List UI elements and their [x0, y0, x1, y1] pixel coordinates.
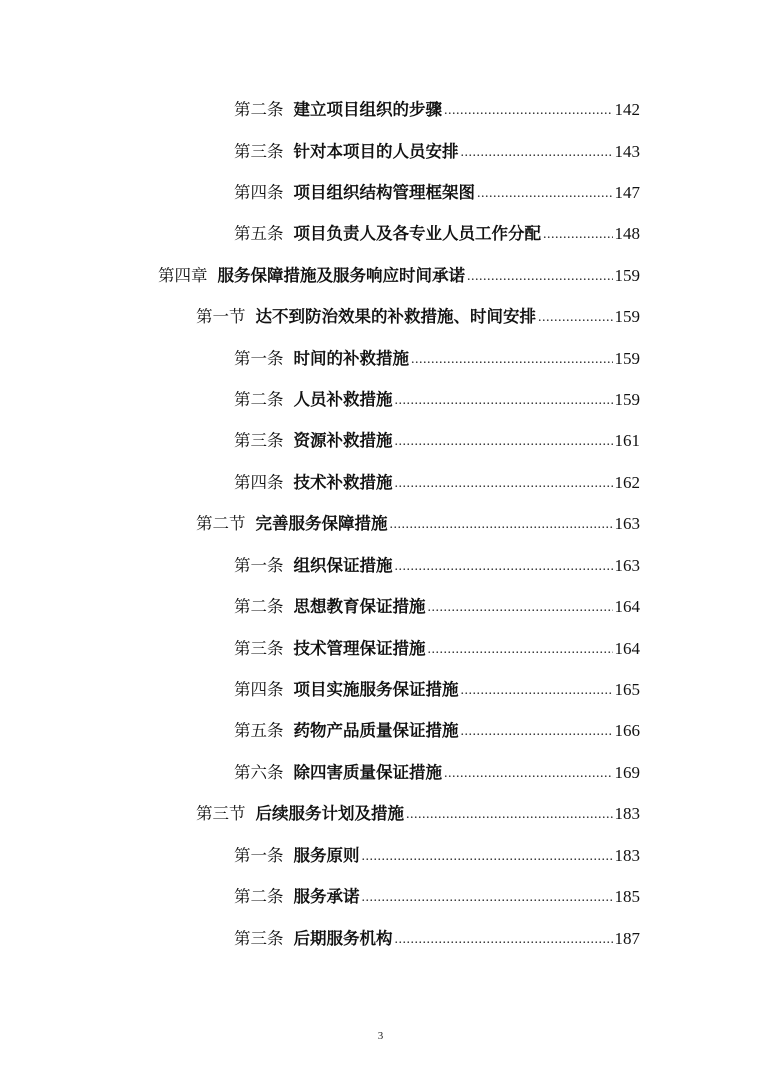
toc-entry-number: 第四条: [234, 183, 284, 202]
toc-entry-page: 185: [614, 887, 640, 906]
toc-entry-number: 第三条: [234, 431, 284, 450]
toc-dot-leader: [444, 98, 613, 124]
toc-entry-page: 183: [614, 846, 640, 865]
toc-entry-title: 建立项目组织的步骤: [293, 100, 442, 119]
toc-entry-number: 第一条: [234, 846, 284, 865]
toc-entry-page: 159: [614, 307, 640, 326]
toc-entry-number: 第二节: [196, 514, 246, 533]
toc-entry-page: 148: [614, 224, 640, 243]
toc-dot-leader: [538, 305, 613, 331]
toc-entry[interactable]: [234, 677, 640, 703]
toc-entry-page: 163: [614, 556, 640, 575]
toc-entry-number: 第二条: [234, 887, 284, 906]
toc-entry[interactable]: [234, 636, 640, 662]
toc-entry-page: 143: [614, 142, 640, 161]
toc-entry-number: 第三条: [234, 639, 284, 658]
toc-entry-page: 147: [614, 183, 640, 202]
toc-dot-leader: [461, 140, 613, 166]
toc-entry-page: 163: [614, 514, 640, 533]
toc-entry-title: 项目实施服务保证措施: [293, 680, 459, 699]
toc-dot-leader: [406, 802, 613, 828]
toc-dot-leader: [467, 264, 613, 290]
toc-dot-leader: [390, 512, 613, 538]
toc-entry-title: 项目负责人及各专业人员工作分配: [293, 224, 541, 243]
toc-entry-title: 资源补救措施: [293, 431, 393, 450]
toc-entry-number: 第一节: [196, 307, 246, 326]
toc-entry[interactable]: [196, 511, 640, 537]
toc-entry[interactable]: [234, 718, 640, 744]
toc-entry[interactable]: [196, 304, 640, 330]
toc-entry-page: 164: [614, 639, 640, 658]
toc-entry[interactable]: [234, 760, 640, 786]
toc-dot-leader: [362, 844, 613, 870]
toc-entry-number: 第五条: [234, 721, 284, 740]
toc-entry-title: 项目组织结构管理框架图: [293, 183, 475, 202]
toc-entry[interactable]: [234, 346, 640, 372]
toc-entry-page: 162: [614, 473, 640, 492]
toc-entry[interactable]: [234, 387, 640, 413]
toc-entry[interactable]: [234, 428, 640, 454]
toc-entry[interactable]: [234, 926, 640, 952]
toc-entry[interactable]: [234, 470, 640, 496]
toc-dot-leader: [362, 885, 613, 911]
toc-dot-leader: [428, 595, 613, 621]
toc-dot-leader: [444, 761, 613, 787]
toc-entry[interactable]: [234, 594, 640, 620]
toc-entry-number: 第五条: [234, 224, 284, 243]
toc-dot-leader: [395, 927, 613, 953]
toc-entry-page: 165: [614, 680, 640, 699]
toc-entry-number: 第二条: [234, 390, 284, 409]
toc-entry-number: 第一条: [234, 556, 284, 575]
toc-entry[interactable]: [234, 139, 640, 165]
toc-entry-title: 除四害质量保证措施: [293, 763, 442, 782]
toc-entry[interactable]: [234, 221, 640, 247]
toc-entry-number: 第二条: [234, 597, 284, 616]
toc-entry-page: 166: [614, 721, 640, 740]
toc-dot-leader: [543, 222, 613, 248]
toc-entry-title: 思想教育保证措施: [293, 597, 426, 616]
toc-entry-page: 161: [614, 431, 640, 450]
toc-dot-leader: [428, 637, 613, 663]
toc-entry-number: 第四条: [234, 680, 284, 699]
toc-entry-page: 159: [614, 390, 640, 409]
toc-entry[interactable]: [234, 180, 640, 206]
toc-entry[interactable]: [158, 263, 640, 289]
toc-entry-page: 169: [614, 763, 640, 782]
toc-entry-number: 第六条: [234, 763, 284, 782]
toc-entry[interactable]: [196, 801, 640, 827]
toc-entry-number: 第三条: [234, 142, 284, 161]
toc-entry-title: 达不到防治效果的补救措施、时间安排: [255, 307, 536, 326]
toc-entry-title: 组织保证措施: [293, 556, 393, 575]
toc-entry-title: 技术补救措施: [293, 473, 393, 492]
toc-entry-title: 时间的补救措施: [293, 349, 409, 368]
toc-entry-title: 针对本项目的人员安排: [293, 142, 459, 161]
toc-entry-page: 159: [614, 349, 640, 368]
toc-entry-title: 人员补救措施: [293, 390, 393, 409]
toc-entry-title: 服务承诺: [293, 887, 360, 906]
toc-entry[interactable]: [234, 553, 640, 579]
toc-entry-page: 183: [614, 804, 640, 823]
toc-entry-number: 第一条: [234, 349, 284, 368]
toc-entry-title: 服务原则: [293, 846, 360, 865]
toc-entry-title: 后期服务机构: [293, 929, 393, 948]
toc-entry-page: 187: [614, 929, 640, 948]
toc-entry[interactable]: [234, 843, 640, 869]
toc-entry-number: 第四章: [158, 266, 208, 285]
toc-dot-leader: [395, 471, 613, 497]
toc-dot-leader: [395, 429, 613, 455]
toc-dot-leader: [395, 388, 613, 414]
toc-dot-leader: [395, 554, 613, 580]
toc-entry-number: 第四条: [234, 473, 284, 492]
toc-entry[interactable]: [234, 884, 640, 910]
toc-entry-title: 药物产品质量保证措施: [293, 721, 459, 740]
toc-entry[interactable]: [234, 97, 640, 123]
toc-entry-page: 164: [614, 597, 640, 616]
toc-dot-leader: [461, 678, 613, 704]
toc-dot-leader: [477, 181, 613, 207]
toc-dot-leader: [411, 347, 613, 373]
toc-entry-number: 第二条: [234, 100, 284, 119]
toc-entry-title: 后续服务计划及措施: [255, 804, 404, 823]
toc-entry-title: 服务保障措施及服务响应时间承诺: [217, 266, 465, 285]
toc-entry-title: 技术管理保证措施: [293, 639, 426, 658]
toc-entry-number: 第三条: [234, 929, 284, 948]
page-number: 3: [377, 1030, 384, 1042]
toc-entry-title: 完善服务保障措施: [255, 514, 388, 533]
toc-entry-page: 142: [614, 100, 640, 119]
toc-entry-number: 第三节: [196, 804, 246, 823]
toc-entry-page: 159: [614, 266, 640, 285]
toc-dot-leader: [461, 719, 613, 745]
